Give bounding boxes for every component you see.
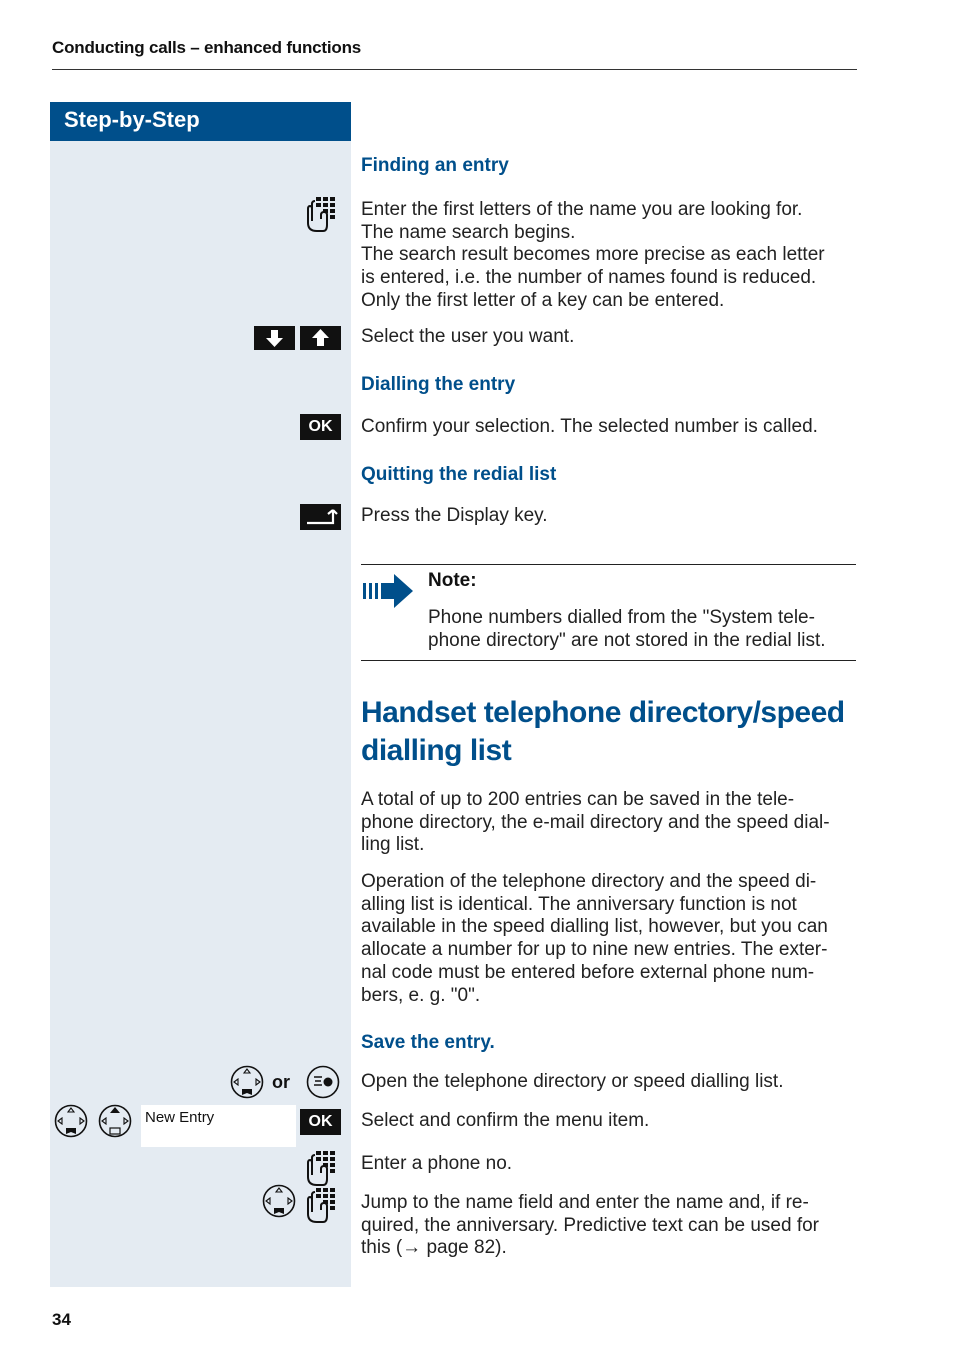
heading-finding-entry: Finding an entry	[361, 155, 509, 176]
select-confirm-text: Select and confirm the menu item.	[361, 1110, 650, 1131]
note-text: Phone numbers dialled from the "System tele- phone directory" are not stored in the redial list.	[428, 607, 826, 651]
enter-phone-text: Enter a phone no.	[361, 1153, 513, 1174]
heading-dialling-entry: Dialling the entry	[361, 374, 516, 395]
control-key-down-icon	[262, 1184, 296, 1218]
message-key-icon	[306, 1065, 340, 1099]
control-key-down-icon	[230, 1065, 264, 1099]
display-back-key-icon	[300, 504, 341, 530]
heading-save-entry: Save the entry.	[361, 1032, 495, 1053]
note-title: Note:	[428, 570, 477, 591]
finding-instructions: Enter the first letters of the name you are looking for. The name search begins. The search result becomes more precise as each letter is entered, i.e. the number of names found is reduced. Only the first letter of a key can be entered.	[361, 199, 825, 311]
press-display-key-text: Press the Display key.	[361, 505, 548, 526]
confirm-selection-text: Confirm your selection. The selected number is called.	[361, 416, 818, 437]
down-arrow-key-icon	[254, 326, 295, 350]
running-head: Conducting calls – enhanced functions	[52, 38, 362, 57]
ok-key-icon: OK	[300, 414, 341, 440]
handset-paragraph-1: A total of up to 200 entries can be saved in the tele- phone directory, the e-mail directory and the speed dial- ling list.	[361, 789, 830, 856]
ok-key-icon: OK	[300, 1109, 341, 1135]
control-key-down-icon	[54, 1104, 88, 1138]
or-label: or	[272, 1072, 290, 1092]
note-arrow-icon	[361, 572, 415, 610]
open-directory-text: Open the telephone directory or speed dialling list.	[361, 1071, 784, 1092]
handset-paragraph-2: Operation of the telephone directory and the speed di- alling list is identical. The anniversary function is not available in the speed dialling list, however, but you can allocate a number for up to nine new entries. The exter- nal code must be entered before external phone num- bers, e. g. "0".	[361, 871, 828, 1006]
header-rule	[52, 69, 857, 70]
keypad-icon	[305, 195, 341, 233]
jump-name-field-text: Jump to the name field and enter the name and, if re- quired, the anniversary. Predictive text can be used for this (→ page 82).	[361, 1192, 820, 1259]
keypad-icon	[305, 1186, 341, 1224]
control-key-up-icon	[98, 1104, 132, 1138]
note-top-rule	[361, 564, 856, 565]
sidebar-title: Step-by-Step	[64, 107, 200, 132]
page-number: 34	[52, 1310, 71, 1329]
heading-quitting-redial: Quitting the redial list	[361, 464, 557, 485]
display-menu-item: New Entry	[145, 1109, 215, 1126]
up-arrow-key-icon	[300, 326, 341, 350]
note-bottom-rule	[361, 660, 856, 661]
keypad-icon	[305, 1149, 341, 1187]
select-user-text: Select the user you want.	[361, 326, 575, 347]
section-title: Handset telephone directory/speed dialling list	[361, 696, 845, 767]
